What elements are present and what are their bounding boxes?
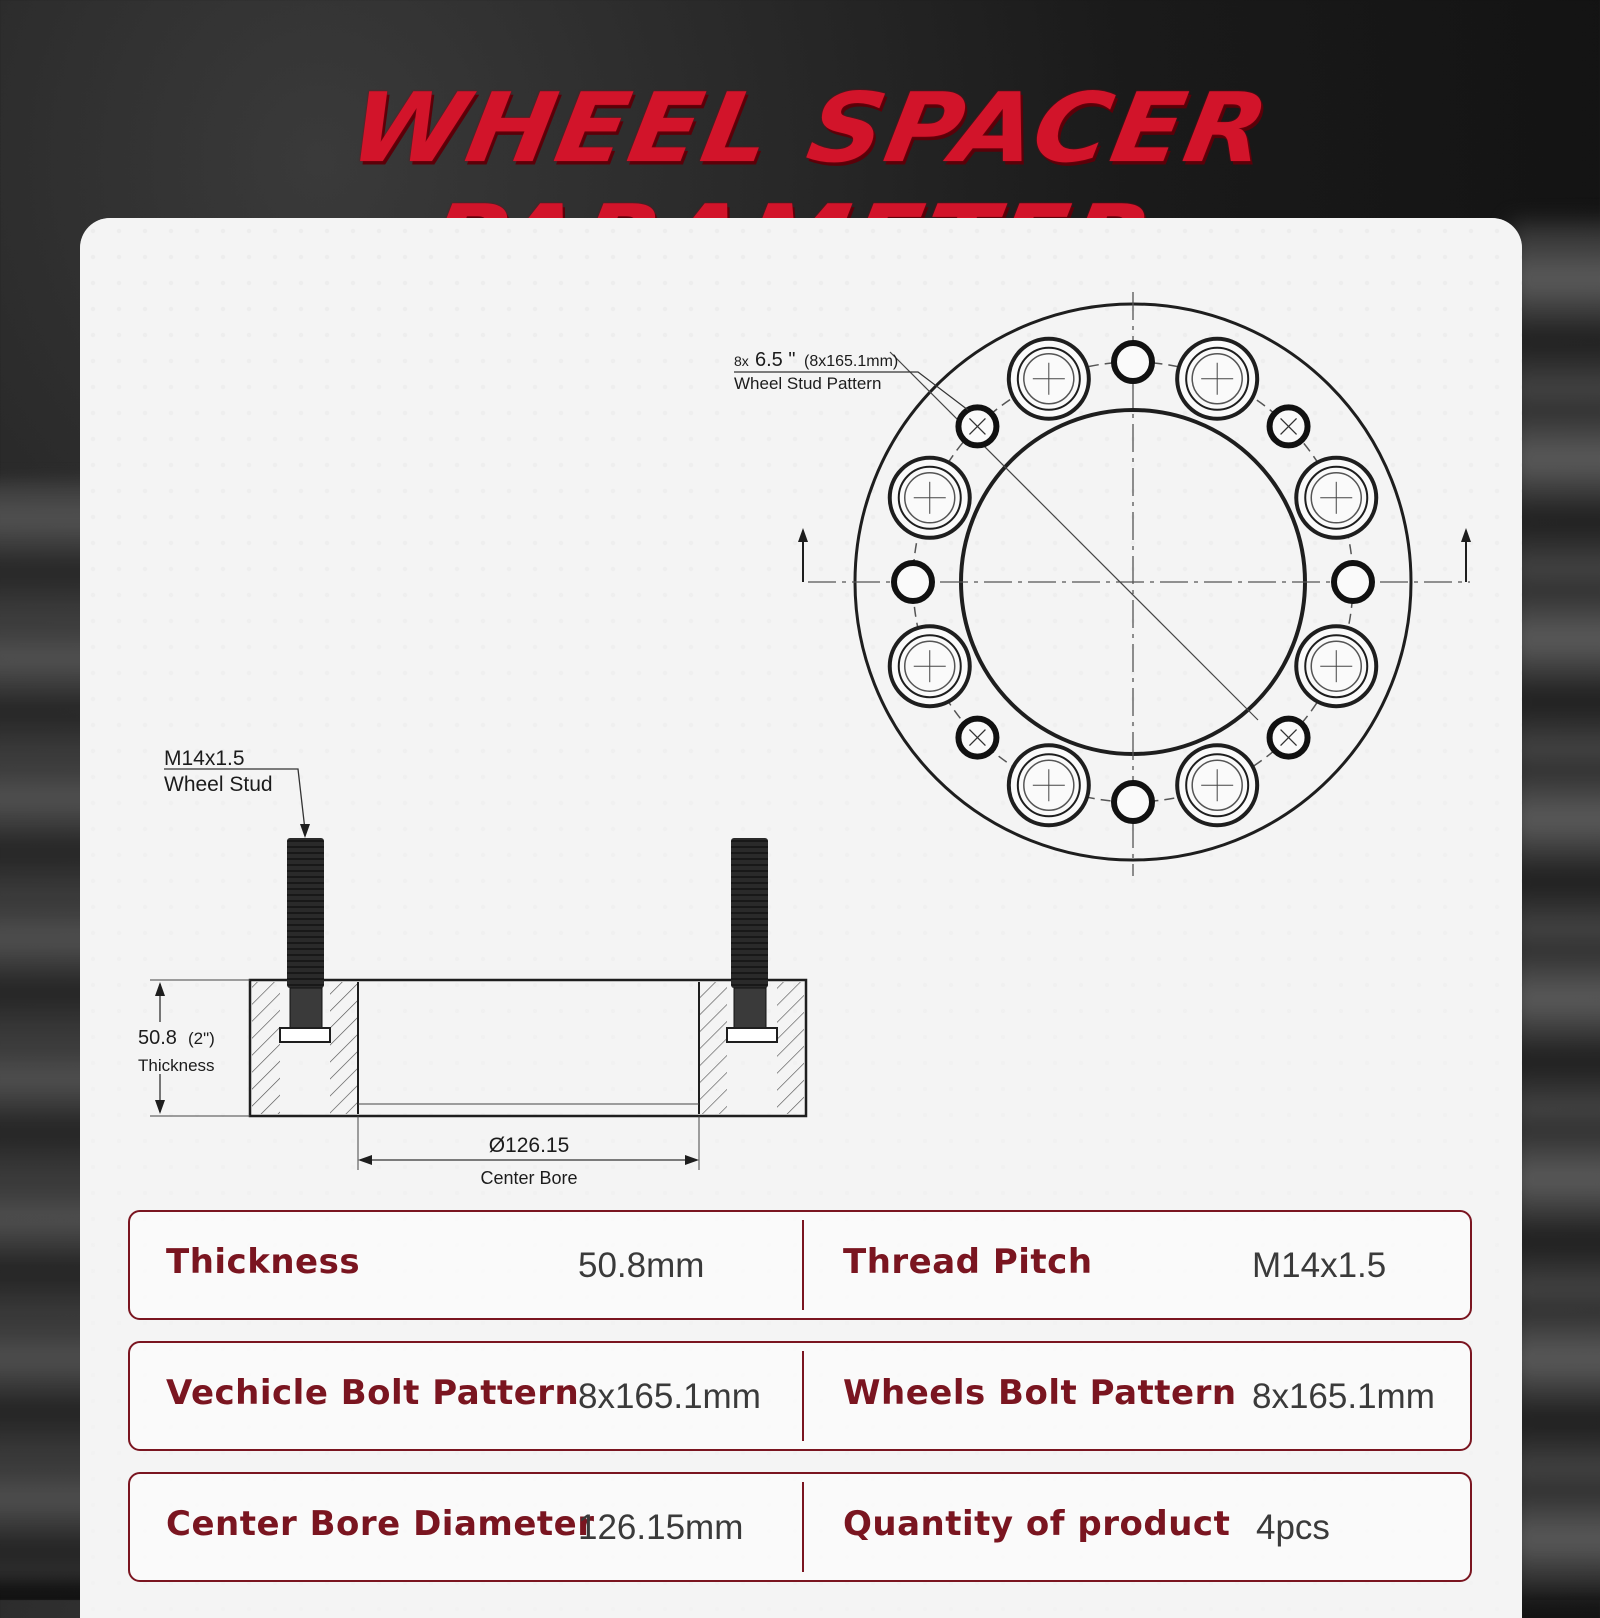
bore-arrow-left <box>358 1155 372 1165</box>
hatch-right-outer <box>777 982 804 1114</box>
spec-value-vehicle-bolt-pattern: 8x165.1mm <box>578 1377 761 1416</box>
spec-label-center-bore: Center Bore Diameter <box>166 1504 595 1544</box>
stud-hole <box>890 458 970 538</box>
bolt-hole <box>1270 407 1308 445</box>
side-view <box>138 747 806 1188</box>
spec-value-center-bore: 126.15mm <box>578 1508 744 1547</box>
thickness-dim-value: 50.8 <box>138 1027 177 1049</box>
bolt-hole <box>1334 563 1372 601</box>
stud-hole <box>1296 626 1376 706</box>
spec-divider <box>802 1482 804 1572</box>
spec-divider <box>802 1351 804 1441</box>
thickness-arrow-top <box>155 982 165 996</box>
spec-label-thread-pitch: Thread Pitch <box>843 1242 1093 1282</box>
bolt-hole <box>958 407 996 445</box>
right-stud-knurl <box>734 988 766 1028</box>
section-arrowhead-left <box>798 528 808 542</box>
wheel-stud-leader-arrow <box>300 824 310 838</box>
spec-label-wheels-bolt-pattern: Wheels Bolt Pattern <box>843 1373 1237 1413</box>
left-stud-thread <box>287 838 324 988</box>
spec-value-quantity: 4pcs <box>1256 1508 1330 1547</box>
right-stud-head <box>727 1028 777 1042</box>
spec-label-quantity: Quantity of product <box>843 1504 1231 1544</box>
stud-hole <box>1177 745 1257 825</box>
stud-pattern-main: 6.5 " <box>755 349 796 371</box>
wheel-stud-thread-label: M14x1.5 <box>164 747 245 770</box>
spec-row-2 <box>128 1341 1472 1451</box>
bolt-hole <box>958 719 996 757</box>
stud-pattern-prefix: 8x <box>734 353 749 369</box>
hatch-right-inner <box>699 982 727 1114</box>
hatch-left-inner <box>330 982 358 1114</box>
stud-hole <box>1009 745 1089 825</box>
spec-value-wheels-bolt-pattern: 8x165.1mm <box>1252 1377 1435 1416</box>
spec-row-1 <box>128 1210 1472 1320</box>
thickness-arrow-bottom <box>155 1100 165 1114</box>
spec-value-thread-pitch: M14x1.5 <box>1252 1246 1387 1285</box>
front-view <box>734 292 1471 876</box>
bolt-hole <box>894 563 932 601</box>
bore-arrow-right <box>685 1155 699 1165</box>
stud-hole <box>1296 458 1376 538</box>
thickness-dim-inch: (2") <box>188 1029 215 1048</box>
bore-dim-label: Center Bore <box>480 1168 578 1188</box>
bolt-hole <box>1114 783 1152 821</box>
spec-divider <box>802 1220 804 1310</box>
bolt-hole <box>1114 343 1152 381</box>
stud-hole <box>1177 339 1257 419</box>
stud-pattern-label: Wheel Stud Pattern <box>734 374 882 393</box>
stud-hole <box>890 626 970 706</box>
spec-row-3 <box>128 1472 1472 1582</box>
thickness-dim-label: Thickness <box>138 1056 215 1075</box>
bore-dim-value: Ø126.15 <box>488 1134 570 1157</box>
spec-label-thickness: Thickness <box>166 1242 361 1282</box>
wheel-stud-label: Wheel Stud <box>164 773 273 796</box>
left-stud-knurl <box>290 988 322 1028</box>
bolt-hole <box>1270 719 1308 757</box>
spec-value-thickness: 50.8mm <box>578 1246 705 1285</box>
right-stud-thread <box>731 838 768 988</box>
section-arrowhead-right <box>1461 528 1471 542</box>
stud-hole <box>1009 339 1089 419</box>
hatch-left-outer <box>252 982 280 1114</box>
spec-label-vehicle-bolt-pattern: Vechicle Bolt Pattern <box>166 1373 580 1413</box>
stud-pattern-metric: (8x165.1mm) <box>804 353 899 370</box>
left-stud-head <box>280 1028 330 1042</box>
page-title: WHEEL SPACER <box>341 71 1279 184</box>
